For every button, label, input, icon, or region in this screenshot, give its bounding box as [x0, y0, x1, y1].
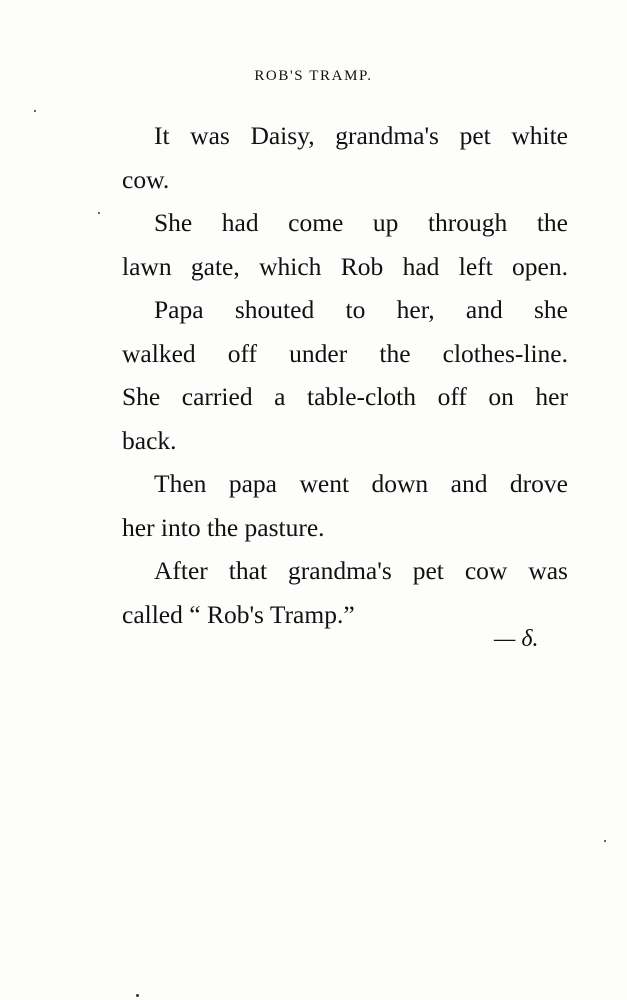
- print-speck: [604, 840, 606, 842]
- story-text: [90, 114, 568, 636]
- text-line: She had come up through the: [154, 208, 568, 237]
- text-line: her into the pasture.: [122, 512, 325, 542]
- running-head-text: ROB'S TRAMP.: [254, 68, 373, 84]
- text-line: cow.: [122, 164, 170, 194]
- paragraph-3: [90, 288, 568, 462]
- paragraph-1: [90, 114, 568, 201]
- print-speck: [34, 110, 36, 112]
- text-line: Papa shouted to her, and she: [154, 295, 568, 324]
- text-line: It was Daisy, grandma's pet white: [154, 121, 568, 150]
- text-line: After that grandma's pet cow was: [154, 556, 568, 585]
- text-line: walked off under the clothes-line.: [122, 338, 568, 368]
- print-speck: [136, 994, 139, 997]
- text-line: back.: [122, 425, 177, 455]
- text-line: lawn gate, which Rob had left open.: [122, 251, 568, 281]
- author-signature: — δ.: [494, 626, 539, 652]
- text-line: She carried a table-cloth off on her: [122, 382, 568, 411]
- text-line: called “ Rob's Tramp.”: [122, 599, 355, 629]
- paragraph-4: [90, 462, 568, 549]
- text-line: Then papa went down and drove: [154, 469, 568, 498]
- print-speck: [98, 212, 100, 214]
- running-head: [0, 68, 627, 85]
- paragraph-2: [90, 201, 568, 288]
- paragraph-5: [90, 549, 568, 636]
